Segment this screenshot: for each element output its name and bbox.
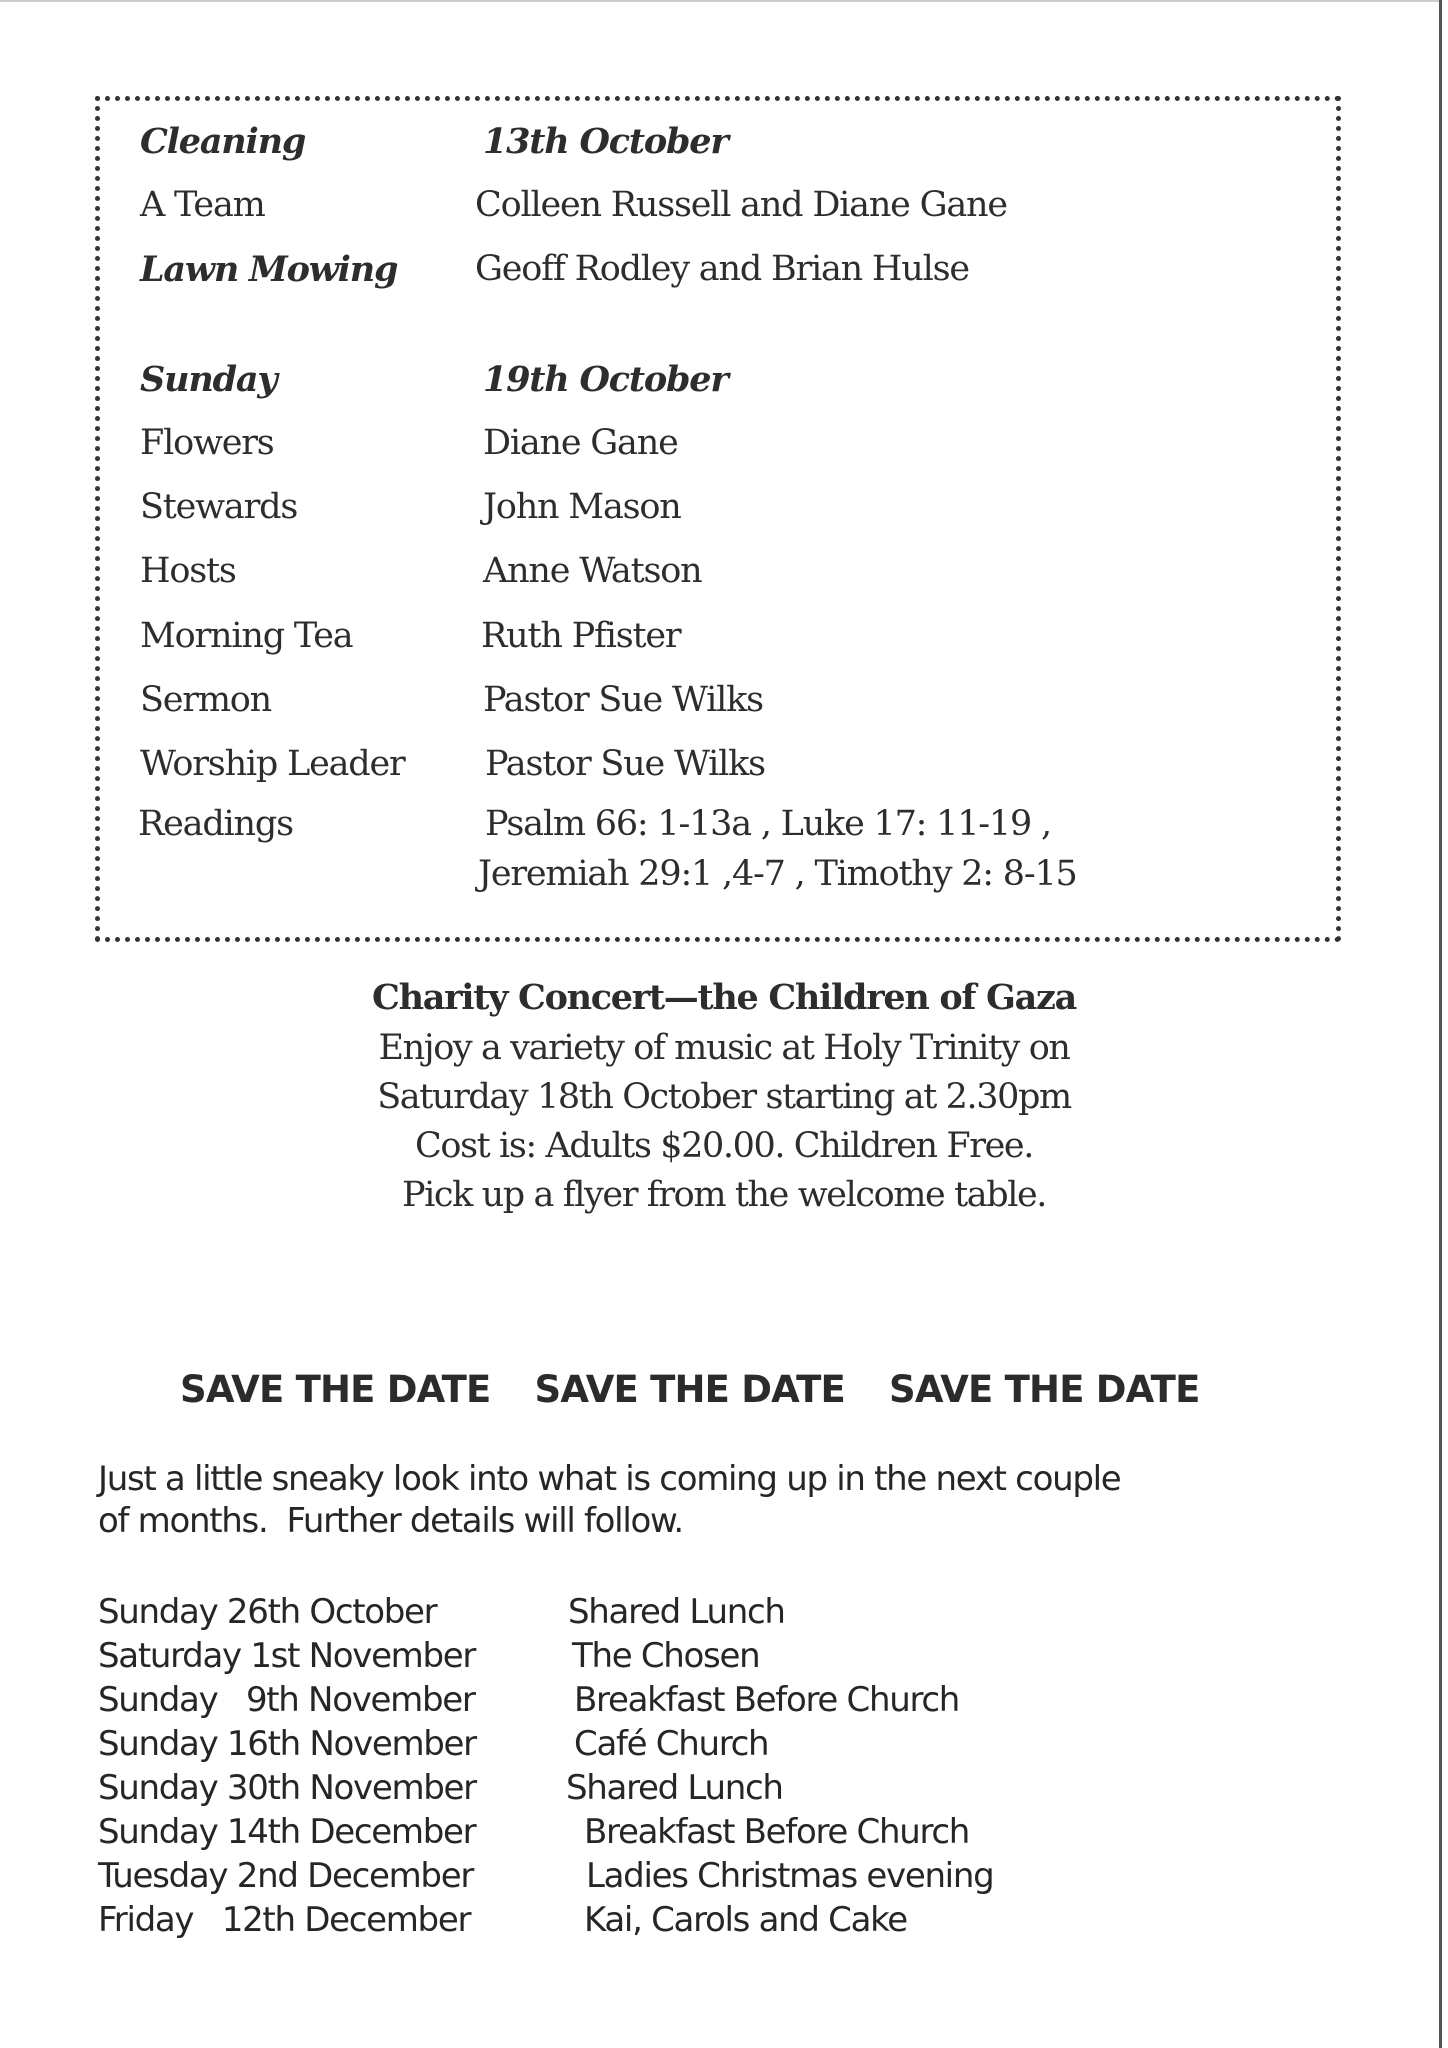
save-the-date-intro: [98, 1458, 1348, 1542]
roster-value: Colleen Russell and Diane Gane: [475, 185, 1007, 225]
roster-value-line2: Jeremiah 29:1 ,4-7 , Timothy 2: 8-15: [478, 854, 1077, 894]
event-date: Sunday 16th November: [98, 1724, 476, 1764]
intro-line: of months. Further details will follow.: [98, 1501, 683, 1541]
sunday-label: Sunday: [140, 359, 277, 400]
event-name: The Chosen: [572, 1636, 760, 1676]
event-date: Friday 12th December: [98, 1900, 471, 1940]
concert-line: Saturday 18th October starting at 2.30pm: [377, 1077, 1071, 1117]
roster-label: Lawn Mowing: [140, 249, 398, 290]
save-the-date-heading: [180, 1368, 1244, 1411]
sunday-date: 19th October: [483, 359, 728, 400]
event-name: Shared Lunch: [568, 1592, 785, 1632]
roster-value: Pastor Sue Wilks: [485, 744, 765, 784]
cleaning-label: Cleaning: [140, 121, 306, 162]
charity-concert-section: [0, 972, 1448, 1220]
event-name: Kai, Carols and Cake: [584, 1900, 907, 1940]
save-the-date-text: SAVE THE DATE: [889, 1368, 1200, 1411]
cleaning-date: 13th October: [483, 121, 728, 162]
event-name: Shared Lunch: [566, 1768, 783, 1808]
event-date: Saturday 1st November: [98, 1636, 476, 1676]
event-date: Tuesday 2nd December: [98, 1856, 474, 1896]
roster-label: Flowers: [140, 423, 274, 463]
event-date: Sunday 9th November: [98, 1680, 475, 1720]
roster-value: Geoff Rodley and Brian Hulse: [475, 249, 969, 289]
roster-label: Readings: [138, 804, 293, 844]
save-the-date-text: SAVE THE DATE: [180, 1368, 491, 1411]
event-date: Sunday 26th October: [98, 1592, 437, 1632]
event-name: Ladies Christmas evening: [586, 1856, 994, 1896]
concert-line: Pick up a flyer from the welcome table.: [401, 1175, 1047, 1215]
roster-value: Anne Watson: [483, 551, 702, 591]
event-name: Café Church: [574, 1724, 769, 1764]
event-name: Breakfast Before Church: [584, 1812, 970, 1852]
concert-line: Cost is: Adults $20.00. Children Free.: [415, 1126, 1033, 1166]
concert-line: Enjoy a variety of music at Holy Trinity on: [378, 1028, 1070, 1068]
roster-value: Diane Gane: [483, 423, 678, 463]
event-date: Sunday 14th December: [98, 1812, 476, 1852]
roster-label: Sermon: [140, 680, 272, 720]
roster-value: Ruth Pfister: [481, 616, 681, 656]
roster-label: Morning Tea: [140, 616, 353, 656]
roster-label: A Team: [140, 185, 265, 225]
roster-label: Hosts: [140, 551, 236, 591]
concert-title: Charity Concert—the Children of Gaza: [372, 977, 1076, 1018]
event-name: Breakfast Before Church: [574, 1680, 960, 1720]
page-top-edge: [0, 0, 1440, 2]
intro-line: Just a little sneaky look into what is coming up in the next couple: [98, 1459, 1121, 1499]
roster-box: [95, 96, 1341, 942]
roster-value: Pastor Sue Wilks: [483, 680, 763, 720]
event-date: Sunday 30th November: [98, 1768, 476, 1808]
roster-value: Psalm 66: 1-13a , Luke 17: 11-19 ,: [485, 804, 1051, 844]
roster-value: John Mason: [483, 487, 681, 527]
roster-label: Worship Leader: [140, 744, 405, 784]
roster-label: Stewards: [140, 487, 298, 527]
save-the-date-text: SAVE THE DATE: [534, 1368, 846, 1411]
